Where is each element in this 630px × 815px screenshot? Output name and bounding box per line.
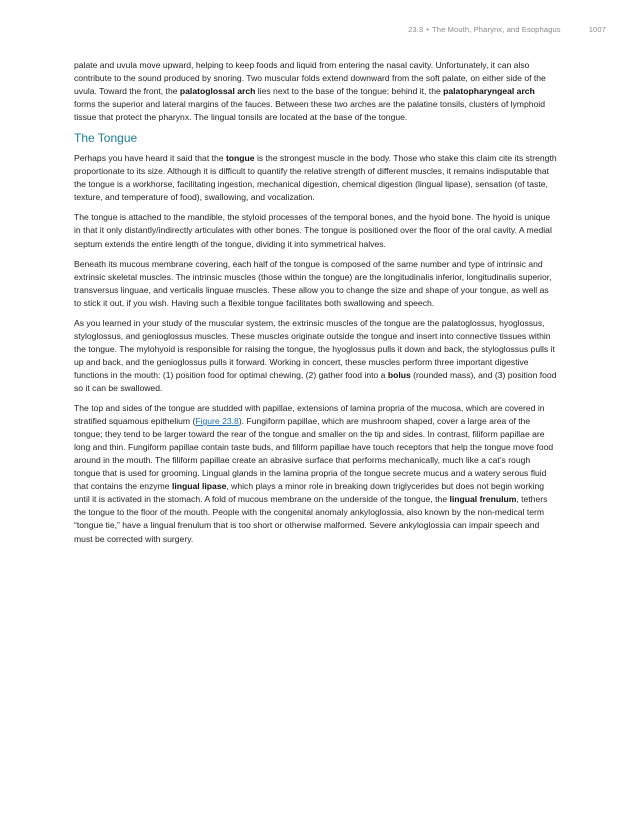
text-run: is the strongest muscle in the body. Those who stake this claim cite its strength proportionate to its size. Although it is difficult to quantify the relative strength of different muscles, it remains indisputable that the tongue is a workhorse, facilitating ingestion, mechanical digestion, chemical digestion (lingual lipase), sensation (of taste, texture, and temperature of food), swallowing, and vocalization. xyxy=(74,153,557,203)
text-run: Perhaps you have heard it said that the xyxy=(74,153,226,164)
paragraph-extrinsic-muscles xyxy=(74,317,557,395)
header-section-title: The Mouth, Pharynx, and Esophagus xyxy=(432,25,561,34)
figure-23-8-link[interactable]: Figure 23.8 xyxy=(195,416,239,427)
section-heading-tongue: The Tongue xyxy=(74,131,138,146)
term-lingual-frenulum: lingual frenulum xyxy=(449,494,517,505)
text-run: palate and uvula move upward, helping to keep foods and liquid from entering the nasal cavity. Unfortunately, it can also contribute to the sound produced by snoring. Two muscular folds extend downward from the soft palate, on either side of the uvula. Toward the front, the xyxy=(74,60,546,97)
text-run: The tongue is attached to the mandible, the styloid processes of the temporal bones, and the hyoid bone. The hyoid is unique in that it only distantly/indirectly articulates with other bones. The tongue is positioned over the floor of the oral cavity. A medial septum extends the entire length of the tongue, dividing it into symmetrical halves. xyxy=(74,212,552,249)
term-bolus: bolus xyxy=(387,369,411,380)
term-palatopharyngeal-arch: palatopharyngeal arch xyxy=(443,86,535,97)
term-palatoglossal-arch: palatoglossal arch xyxy=(179,86,256,97)
text-run: The top and sides of the tongue are studded with papillae, extensions of lamina propria of the mucosa, which are covered in stratified squamous epithelium ( xyxy=(74,403,545,427)
term-lingual-lipase: lingual lipase xyxy=(171,481,227,492)
text-run: , which plays a minor role in breaking down triglycerides but does not begin working until it is activated in the stomach. A fold of mucous membrane on the underside of the tongue, the xyxy=(74,481,545,505)
paragraph-tongue-attachment xyxy=(74,211,557,250)
main-content xyxy=(74,59,557,553)
running-header xyxy=(0,25,606,34)
header-bullet: • xyxy=(426,25,430,34)
text-run: ). Fungiform papillae, which are mushroom shaped, cover a large area of the tongue; they tend to be larger toward the rear of the tongue and smaller on the tip and sides. In contrast, filiform papillae are long and thin. Fungiform papillae contain taste buds, and filiform papillae have touch receptors that help the tongue move food around in the mouth. The filiform papillae create an abrasive surface that performs mechanically, much like a cat’s rough tongue that is used for grooming. Lingual glands in the lamina propria of the tongue secrete mucus and a watery serous fluid that contains the enzyme xyxy=(74,416,554,492)
paragraph-papillae xyxy=(74,402,557,546)
paragraph-palate-arches xyxy=(74,59,557,124)
text-run: Beneath its mucous membrane covering, each half of the tongue is composed of the same number and type of intrinsic and extrinsic skeletal muscles. The intrinsic muscles (those within the tongue) are the longitudinalis inferior, longitudinalis superior, transversus linguae, and verticalis linguae muscles. These allow you to change the size and shape of your tongue, as well as to stick it out, if you wish. Having such a flexible tongue facilitates both swallowing and speech. xyxy=(74,258,552,308)
text-run: As you learned in your study of the muscular system, the extrinsic muscles of the tongue are the palatoglossus, hyoglossus, styloglossus, and genioglossus muscles. These muscles originate outside the tongue and insert into connective tissues within the tongue. The mylohyoid is responsible for raising the tongue, the hyoglossus pulls it down and back, the styloglossus pulls it up and back, and the genioglossus pulls it forward. Working in concert, these muscles perform three important digestive functions in the mouth: (1) position food for optimal chewing, (2) gather food into a xyxy=(74,317,555,380)
term-tongue: tongue xyxy=(225,153,255,164)
text-run: (rounded mass), and (3) position food so it can be swallowed. xyxy=(74,369,557,393)
paragraph-intrinsic-muscles xyxy=(74,258,557,310)
paragraph-tongue-strength xyxy=(74,152,557,204)
text-run: lies next to the base of the tongue; behind it, the xyxy=(255,86,444,97)
text-run: , tethers the tongue to the floor of the mouth. People with the congenital anomaly ankyloglossia, also known by the non-medical term “tongue tie,” have a lingual frenulum that is too short or otherwise malformed. Severe ankyloglossia can impair speech and must be corrected with surgery. xyxy=(74,494,548,544)
text-run: forms the superior and lateral margins of the fauces. Between these two arches are the palatine tonsils, clusters of lymphoid tissue that protect the pharynx. The lingual tonsils are located at the base of the tongue. xyxy=(74,99,545,123)
page-number: 1007 xyxy=(588,25,606,34)
header-section-number: 23.3 xyxy=(408,25,424,34)
